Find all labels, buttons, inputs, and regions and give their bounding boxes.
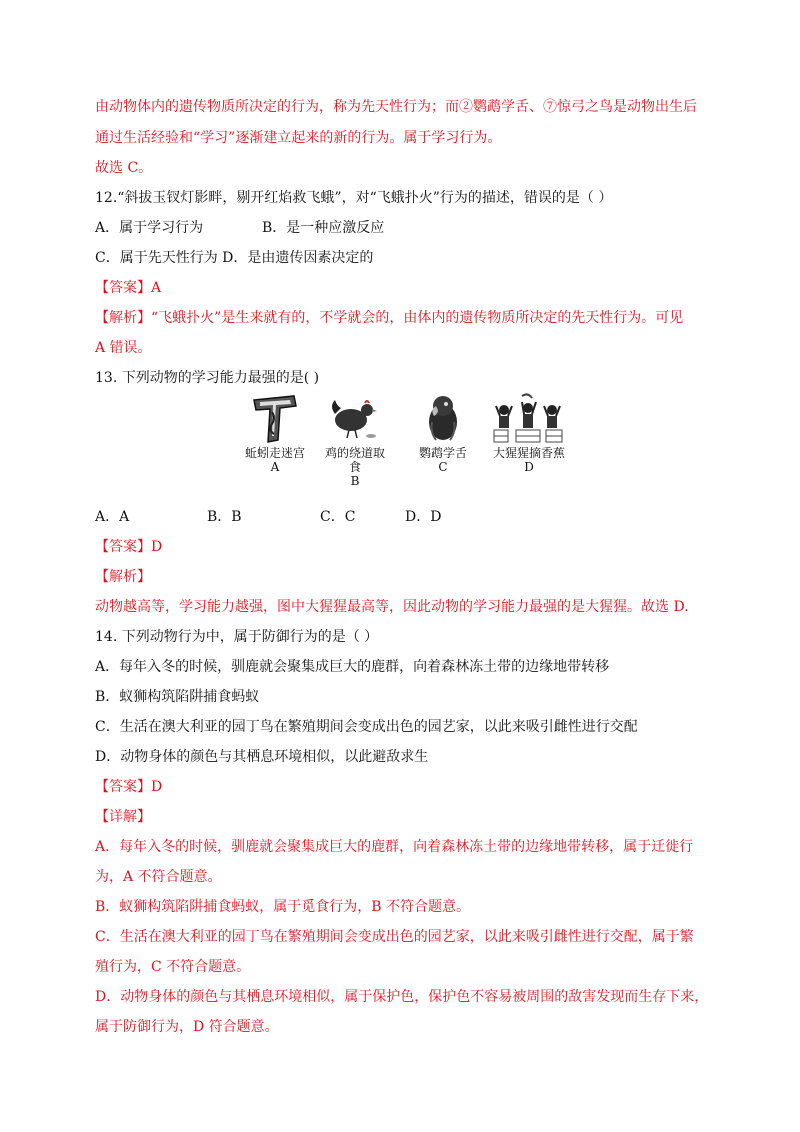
question-14-detail-title: 【详解】 [95,809,151,825]
figure-label-c: 鹦鹉学舌 [418,446,467,460]
question-14-option-d: D．动物身体的颜色与其栖息环境相似，以此避敌求生 [95,749,429,765]
question-12-option-a: A．属于学习行为 [95,220,204,236]
figure-item-c [408,392,478,474]
question-14-option-b: B．蚁狮构筑陷阱捕食蚂蚁 [95,689,260,705]
question-13-option-c: C．C [320,509,356,525]
question-14-detail-d-1: D．动物身体的颜色与其栖息环境相似，属于保护色，保护色不容易被周围的敌害发现而生存下来， [95,989,709,1005]
figure-item-d [488,392,570,474]
question-13-option-a: A．A [95,509,130,525]
figure-letter-d: D [524,460,534,474]
figure-item-b [320,392,390,488]
question-13-explanation-title: 【解析】 [95,569,151,585]
figure-letter-a: A [270,460,280,474]
question-12-option-b: B．是一种应激反应 [262,220,385,236]
question-14-option-c: C．生活在澳大利亚的园丁鸟在繁殖期间会变成出色的园艺家，以此来吸引雌性进行交配 [95,719,638,735]
figure-item-a [240,392,310,474]
maze-icon [250,392,300,444]
question-14-detail-a-2: 为，A 不符合题意。 [95,869,222,885]
question-13-answer: 【答案】D [95,539,163,555]
question-12-explanation-2: A 错误。 [95,340,152,356]
question-14-option-a: A．每年入冬的时候，驯鹿就会聚集成巨大的鹿群，向着森林冻土带的边缘地带转移 [95,659,610,675]
gorilla-icon [490,392,568,444]
question-12-explanation-1: 【解析】“飞蛾扑火”是生来就有的，不学就会的，由体内的遗传物质所决定的先天性行为。可见 [95,310,684,326]
question-14-detail-c-1: C．生活在澳大利亚的园丁鸟在繁殖期间会变成出色的园艺家，以此来吸引雌性进行交配，属于繁 [95,929,694,945]
figure-label-b: 鸡的绕道取食 [324,446,385,474]
question-13-option-d: D．D [405,509,442,525]
intro-line-3: 故选 C。 [95,160,153,176]
question-12-stem: 12.“斜拔玉钗灯影畔，剔开红焰救飞蛾”，对“飞蛾扑火”行为的描述，错误的是（ ） [95,190,613,206]
figure-letter-b: B [350,474,360,488]
figure-label-d: 大猩猩摘香蕉 [492,446,565,460]
chicken-icon [325,392,385,444]
question-14-answer: 【答案】D [95,779,163,795]
question-13-explanation: 动物越高等，学习能力越强，图中大猩猩最高等，因此动物的学习能力最强的是大猩猩。故选 D. [95,599,689,615]
question-14-stem: 14. 下列动物行为中，属于防御行为的是（ ） [95,629,379,645]
question-13-figure [240,392,570,488]
question-13-stem: 13. 下列动物的学习能力最强的是( ) [95,370,320,386]
question-14-detail-c-2: 殖行为，C 不符合题意。 [95,959,251,975]
question-14-detail-d-2: 属于防御行为，D 符合题意。 [95,1019,279,1035]
intro-line-2: 通过生活经验和“学习”逐渐建立起来的新的行为。属于学习行为。 [95,130,502,146]
question-13-option-b: B．B [207,509,242,525]
question-12-answer: 【答案】A [95,280,162,296]
question-14-detail-a-1: A．每年入冬的时候，驯鹿就会聚集成巨大的鹿群，向着森林冻土带的边缘地带转移，属于迁徙行 [95,839,694,855]
figure-label-a: 蚯蚓走迷宫 [244,446,305,460]
question-12-option-cd: C．属于先天性行为 D．是由遗传因素决定的 [95,250,374,266]
intro-line-1: 由动物体内的遗传物质所决定的行为，称为先天性行为；而②鹦鹉学舌、⑦惊弓之鸟是动物出生后 [95,99,697,115]
parrot-icon [418,392,468,444]
figure-letter-c: C [438,460,448,474]
question-14-detail-b: B．蚁狮构筑陷阱捕食蚂蚁，属于觅食行为，B 不符合题意。 [95,899,471,915]
